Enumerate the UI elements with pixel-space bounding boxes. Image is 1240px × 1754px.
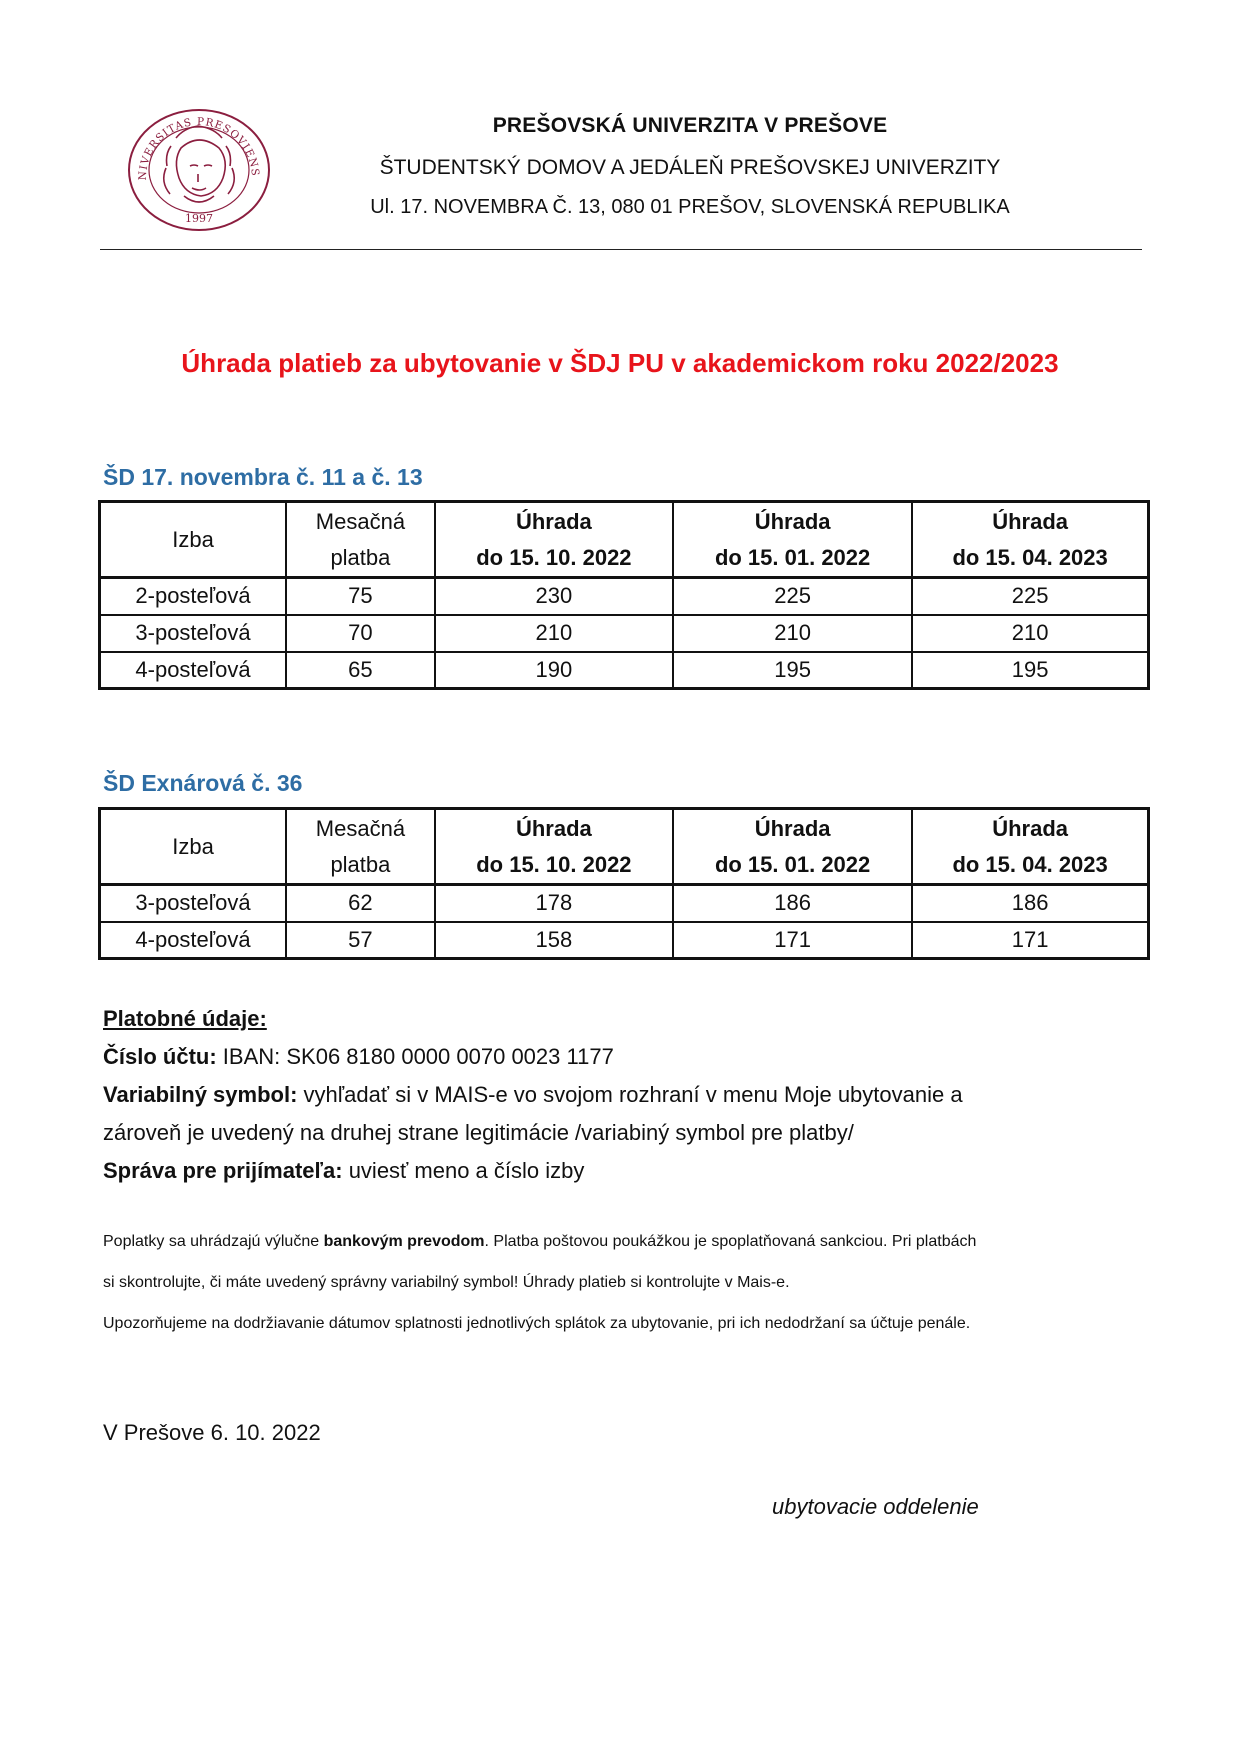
section-title-1: ŠD 17. novembra č. 11 a č. 13 xyxy=(103,464,423,490)
cell-payment: 210 xyxy=(912,615,1148,652)
cell-payment: 171 xyxy=(673,922,912,959)
cell-payment: 210 xyxy=(435,615,673,652)
variable-symbol-line-2: zároveň je uvedený na druhej strane legitimácie /variabiný symbol pre platby/ xyxy=(103,1120,854,1145)
cell-payment: 230 xyxy=(435,578,673,615)
seal-year: 1997 xyxy=(185,212,213,225)
cell-payment: 195 xyxy=(912,652,1148,689)
account-line: Číslo účtu: IBAN: SK06 8180 0000 0070 0023 1177 xyxy=(103,1044,614,1069)
table-row xyxy=(100,615,1149,652)
header-payment-1: Úhrada do 15. 10. 2022 xyxy=(435,809,673,885)
cell-payment: 225 xyxy=(673,578,912,615)
document-title: Úhrada platieb za ubytovanie v ŠDJ PU v akademickom roku 2022/2023 xyxy=(181,348,1059,378)
header-room: Izba xyxy=(100,502,287,578)
payment-heading: Platobné údaje: xyxy=(103,1006,267,1031)
cell-monthly: 75 xyxy=(286,578,435,615)
header-payment-1: Úhrada do 15. 10. 2022 xyxy=(435,502,673,578)
cell-room: 4-posteľová xyxy=(100,652,287,689)
cell-payment: 186 xyxy=(673,885,912,922)
table-row xyxy=(100,885,1149,922)
message-line: Správa pre prijímateľa: uviesť meno a číslo izby xyxy=(103,1158,585,1183)
note-line-1: Poplatky sa uhrádzajú výlučne bankovým prevodom. Platba poštovou poukážkou je spoplatňovaná sankciou. Pri platbách xyxy=(103,1233,977,1250)
signature: ubytovacie oddelenie xyxy=(772,1494,979,1519)
cell-room: 4-posteľová xyxy=(100,922,287,959)
fee-table-2 xyxy=(98,807,1150,960)
university-seal xyxy=(126,108,272,232)
table-row xyxy=(100,578,1149,615)
cell-payment: 178 xyxy=(435,885,673,922)
note-line-2: si skontrolujte, či máte uvedený správny variabilný symbol! Úhrady platieb si kontrolujte v Mais-e. xyxy=(103,1274,790,1291)
table-header-row xyxy=(100,502,1149,578)
header-payment-3: Úhrada do 15. 04. 2023 xyxy=(912,809,1148,885)
section-title-2: ŠD Exnárová č. 36 xyxy=(103,770,303,796)
cell-payment: 186 xyxy=(912,885,1148,922)
seal-arc-text: NIVERSITAS PRESOVIENS xyxy=(136,115,262,181)
cell-room: 2-posteľová xyxy=(100,578,287,615)
university-name: PREŠOVSKÁ UNIVERZITA V PREŠOVE xyxy=(492,114,888,137)
note-line-3: Upozorňujeme na dodržiavanie dátumov splatnosti jednotlivých splátok za ubytovanie, pri ich nedodržaní sa účtuje penále. xyxy=(103,1315,971,1332)
cell-monthly: 70 xyxy=(286,615,435,652)
header-monthly: Mesačná platba xyxy=(286,502,435,578)
header-monthly: Mesačná platba xyxy=(286,809,435,885)
svg-text:UNIVERSITAS PRESOVIENSIS xyxy=(126,108,261,181)
cell-monthly: 65 xyxy=(286,652,435,689)
address: Ul. 17. NOVEMBRA Č. 13, 080 01 PREŠOV, SLOVENSKÁ REPUBLIKA xyxy=(370,196,1010,218)
cell-room: 3-posteľová xyxy=(100,615,287,652)
table-row xyxy=(100,922,1149,959)
cell-monthly: 62 xyxy=(286,885,435,922)
header-payment-2: Úhrada do 15. 01. 2022 xyxy=(673,809,912,885)
table-row xyxy=(100,652,1149,689)
cell-payment: 158 xyxy=(435,922,673,959)
cell-payment: 190 xyxy=(435,652,673,689)
header-payment-3: Úhrada do 15. 04. 2023 xyxy=(912,502,1148,578)
place-date: V Prešove 6. 10. 2022 xyxy=(103,1420,321,1445)
cell-payment: 210 xyxy=(673,615,912,652)
table-header-row xyxy=(100,809,1149,885)
fee-table-1 xyxy=(98,500,1150,690)
cell-monthly: 57 xyxy=(286,922,435,959)
cell-room: 3-posteľová xyxy=(100,885,287,922)
cell-payment: 171 xyxy=(912,922,1148,959)
payment-info xyxy=(103,1000,1133,1190)
variable-symbol-line: Variabilný symbol: vyhľadať si v MAIS-e vo svojom rozhraní v menu Moje ubytovanie a xyxy=(103,1082,963,1107)
header-room: Izba xyxy=(100,809,287,885)
header-divider xyxy=(100,249,1142,250)
payment-notes xyxy=(103,1221,1163,1344)
cell-payment: 225 xyxy=(912,578,1148,615)
cell-payment: 195 xyxy=(673,652,912,689)
header-payment-2: Úhrada do 15. 01. 2022 xyxy=(673,502,912,578)
dormitory-name: ŠTUDENTSKÝ DOMOV A JEDÁLEŇ PREŠOVSKEJ UNIVERZITY xyxy=(379,156,1001,179)
